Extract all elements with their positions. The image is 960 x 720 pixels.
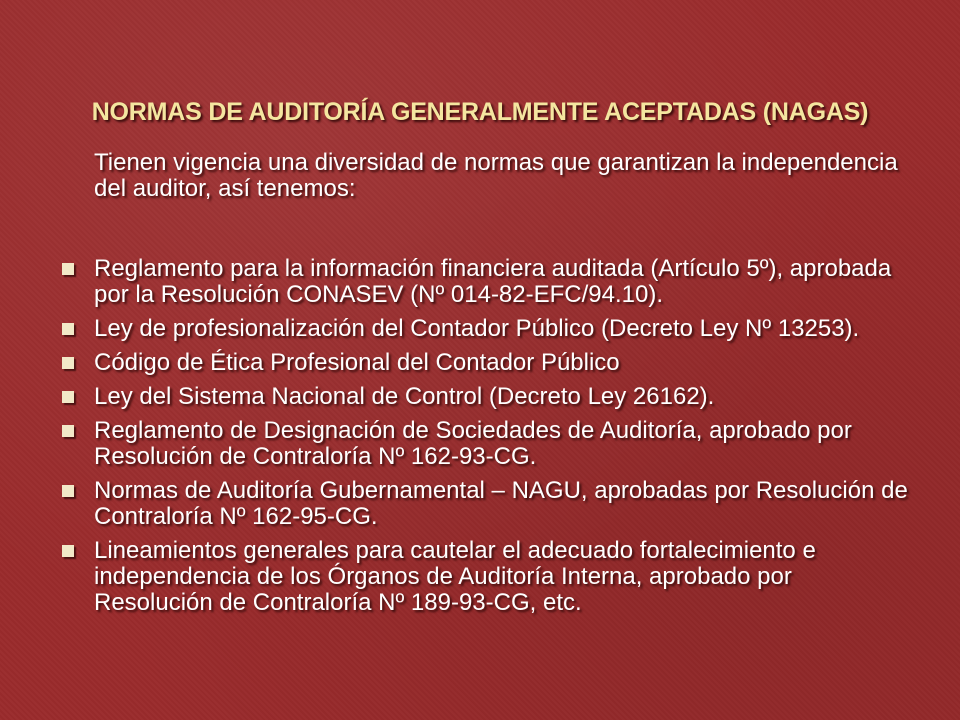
list-item-text: Normas de Auditoría Gubernamental – NAGU, aprobadas por Resolución de Contraloría Nº 162-95-CG.: [94, 477, 908, 530]
list-item: [60, 350, 910, 376]
list-item-text: Código de Ética Profesional del Contador Público: [94, 349, 620, 376]
list-item: [60, 316, 910, 342]
square-bullet-icon: [62, 545, 74, 557]
list-item: [60, 256, 910, 308]
list-item-text: Reglamento de Designación de Sociedades de Auditoría, aprobado por Resolución de Contraloría Nº 162-93-CG.: [94, 417, 852, 470]
list-item: [60, 418, 910, 470]
bullet-list: [60, 256, 910, 624]
square-bullet-icon: [62, 391, 74, 403]
list-item-text: Lineamientos generales para cautelar el adecuado fortalecimiento e independencia de los Órganos de Auditoría Interna, aprobado por Resolución de Contraloría Nº 189-93-CG, etc.: [94, 537, 816, 616]
square-bullet-icon: [62, 485, 74, 497]
intro-paragraph: Tienen vigencia una diversidad de normas que garantizan la independencia del auditor, así tenemos:: [94, 149, 898, 202]
list-item-text: Ley de profesionalización del Contador Público (Decreto Ley Nº 13253).: [94, 315, 860, 342]
square-bullet-icon: [62, 425, 74, 437]
square-bullet-icon: [62, 323, 74, 335]
list-item: [60, 538, 910, 616]
list-item-text: Ley del Sistema Nacional de Control (Decreto Ley 26162).: [94, 383, 715, 410]
square-bullet-icon: [62, 263, 74, 275]
slide-title: NORMAS DE AUDITORÍA GENERALMENTE ACEPTADAS (NAGAS): [91, 98, 869, 126]
list-item: [60, 384, 910, 410]
list-item-text: Reglamento para la información financiera auditada (Artículo 5º), aprobada por la Resolución CONASEV (Nº 014-82-EFC/94.10).: [94, 255, 892, 308]
square-bullet-icon: [62, 357, 74, 369]
list-item: [60, 478, 910, 530]
